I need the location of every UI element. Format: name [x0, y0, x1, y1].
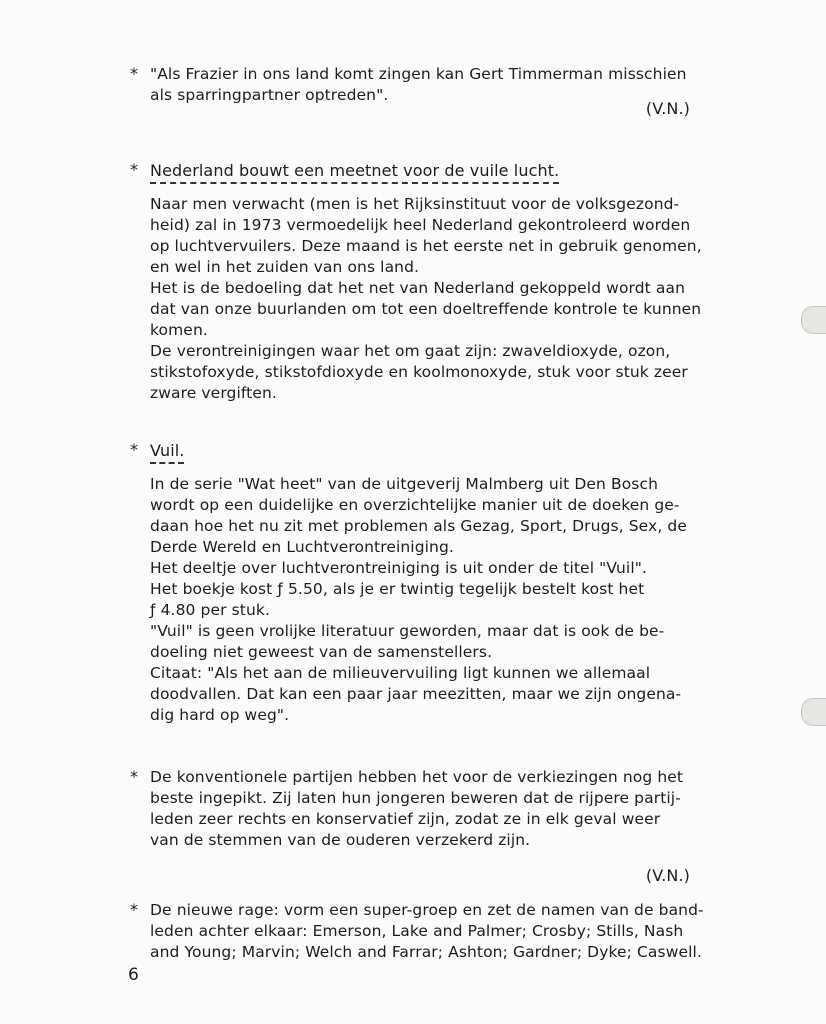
news-item-meetnet [130, 160, 770, 404]
text-line: Derde Wereld en Luchtverontreiniging. [150, 538, 454, 556]
item-heading: Vuil. [150, 440, 184, 464]
text-line: komen. [150, 321, 208, 339]
bullet-asterisk: * [130, 160, 138, 179]
text-line: "Vuil" is geen vrolijke literatuur geworden, maar dat is ook de be- [150, 622, 665, 640]
item-body [150, 900, 770, 963]
text-line: De verontreinigingen waar het om gaat zijn: zwaveldioxyde, ozon, [150, 342, 671, 360]
text-line: dig hard op weg". [150, 706, 290, 724]
text-line: and Young; Marvin; Welch and Farrar; Ashton; Gardner; Dyke; Caswell. [150, 943, 702, 961]
news-item-partijen [130, 767, 770, 886]
text-line: In de serie "Wat heet" van de uitgeverij Malmberg uit Den Bosch [150, 475, 659, 493]
text-line: "Als Frazier in ons land komt zingen kan Gert Timmerman misschien [150, 65, 687, 83]
news-item-supergroep [130, 900, 770, 963]
bullet-asterisk: * [130, 767, 138, 786]
text-line: stikstofoxyde, stikstofdioxyde en koolmonoxyde, stuk voor stuk zeer [150, 363, 688, 381]
text-line: daan hoe het nu zit met problemen als Gezag, Sport, Drugs, Sex, de [150, 517, 687, 535]
text-line: en wel in het zuiden van ons land. [150, 258, 420, 276]
binder-ring-hole [801, 306, 826, 334]
item-heading: Nederland bouwt een meetnet voor de vuile lucht. [150, 160, 559, 184]
text-line: ƒ 4.80 per stuk. [150, 601, 270, 619]
item-body [150, 64, 770, 119]
item-body [150, 767, 770, 886]
source-attribution: (V.N.) [645, 99, 690, 118]
text-line: van de stemmen van de ouderen verzekerd zijn. [150, 831, 531, 849]
text-line: Het deeltje over luchtverontreiniging is uit onder de titel "Vuil". [150, 559, 648, 577]
text-line: op luchtvervuilers. Deze maand is het eerste net in gebruik genomen, [150, 237, 702, 255]
text-line: De nieuwe rage: vorm een super-groep en zet de namen van de band- [150, 901, 704, 919]
text-line: zware vergiften. [150, 384, 277, 402]
source-attribution: (V.N.) [645, 866, 690, 885]
item-body [150, 160, 770, 404]
text-line: Het boekje kost ƒ 5.50, als je er twintig tegelijk bestelt kost het [150, 580, 645, 598]
news-item-frazier [130, 64, 770, 119]
text-line: De konventionele partijen hebben het voor de verkiezingen nog het [150, 768, 684, 786]
text-line: heid) zal in 1973 vermoedelijk heel Nederland gekontroleerd worden [150, 216, 691, 234]
binder-ring-hole [801, 698, 826, 726]
item-body [150, 440, 770, 726]
text-line: leden achter elkaar: Emerson, Lake and Palmer; Crosby; Stills, Nash [150, 922, 684, 940]
bullet-asterisk: * [130, 440, 138, 459]
text-line: doeling niet geweest van de samenstellers. [150, 643, 493, 661]
text-line: leden zeer rechts en konservatief zijn, zodat ze in elk geval weer [150, 810, 661, 828]
text-line: Citaat: "Als het aan de milieuvervuiling ligt kunnen we allemaal [150, 664, 651, 682]
text-line: Het is de bedoeling dat het net van Nederland gekoppeld wordt aan [150, 279, 685, 297]
page-number: 6 [128, 965, 139, 985]
text-line: als sparringpartner optreden". [150, 86, 389, 104]
text-line: wordt op een duidelijke en overzichtelijke manier uit de doeken ge- [150, 496, 680, 514]
bullet-asterisk: * [130, 64, 138, 83]
text-line: beste ingepikt. Zij laten hun jongeren beweren dat de rijpere partij- [150, 789, 681, 807]
news-item-vuil [130, 440, 770, 726]
bullet-asterisk: * [130, 900, 138, 919]
text-line: Naar men verwacht (men is het Rijksinstituut voor de volksgezond- [150, 195, 680, 213]
text-line: doodvallen. Dat kan een paar jaar meezitten, maar we zijn ongena- [150, 685, 682, 703]
text-line: dat van onze buurlanden om tot een doeltreffende kontrole te kunnen [150, 300, 702, 318]
